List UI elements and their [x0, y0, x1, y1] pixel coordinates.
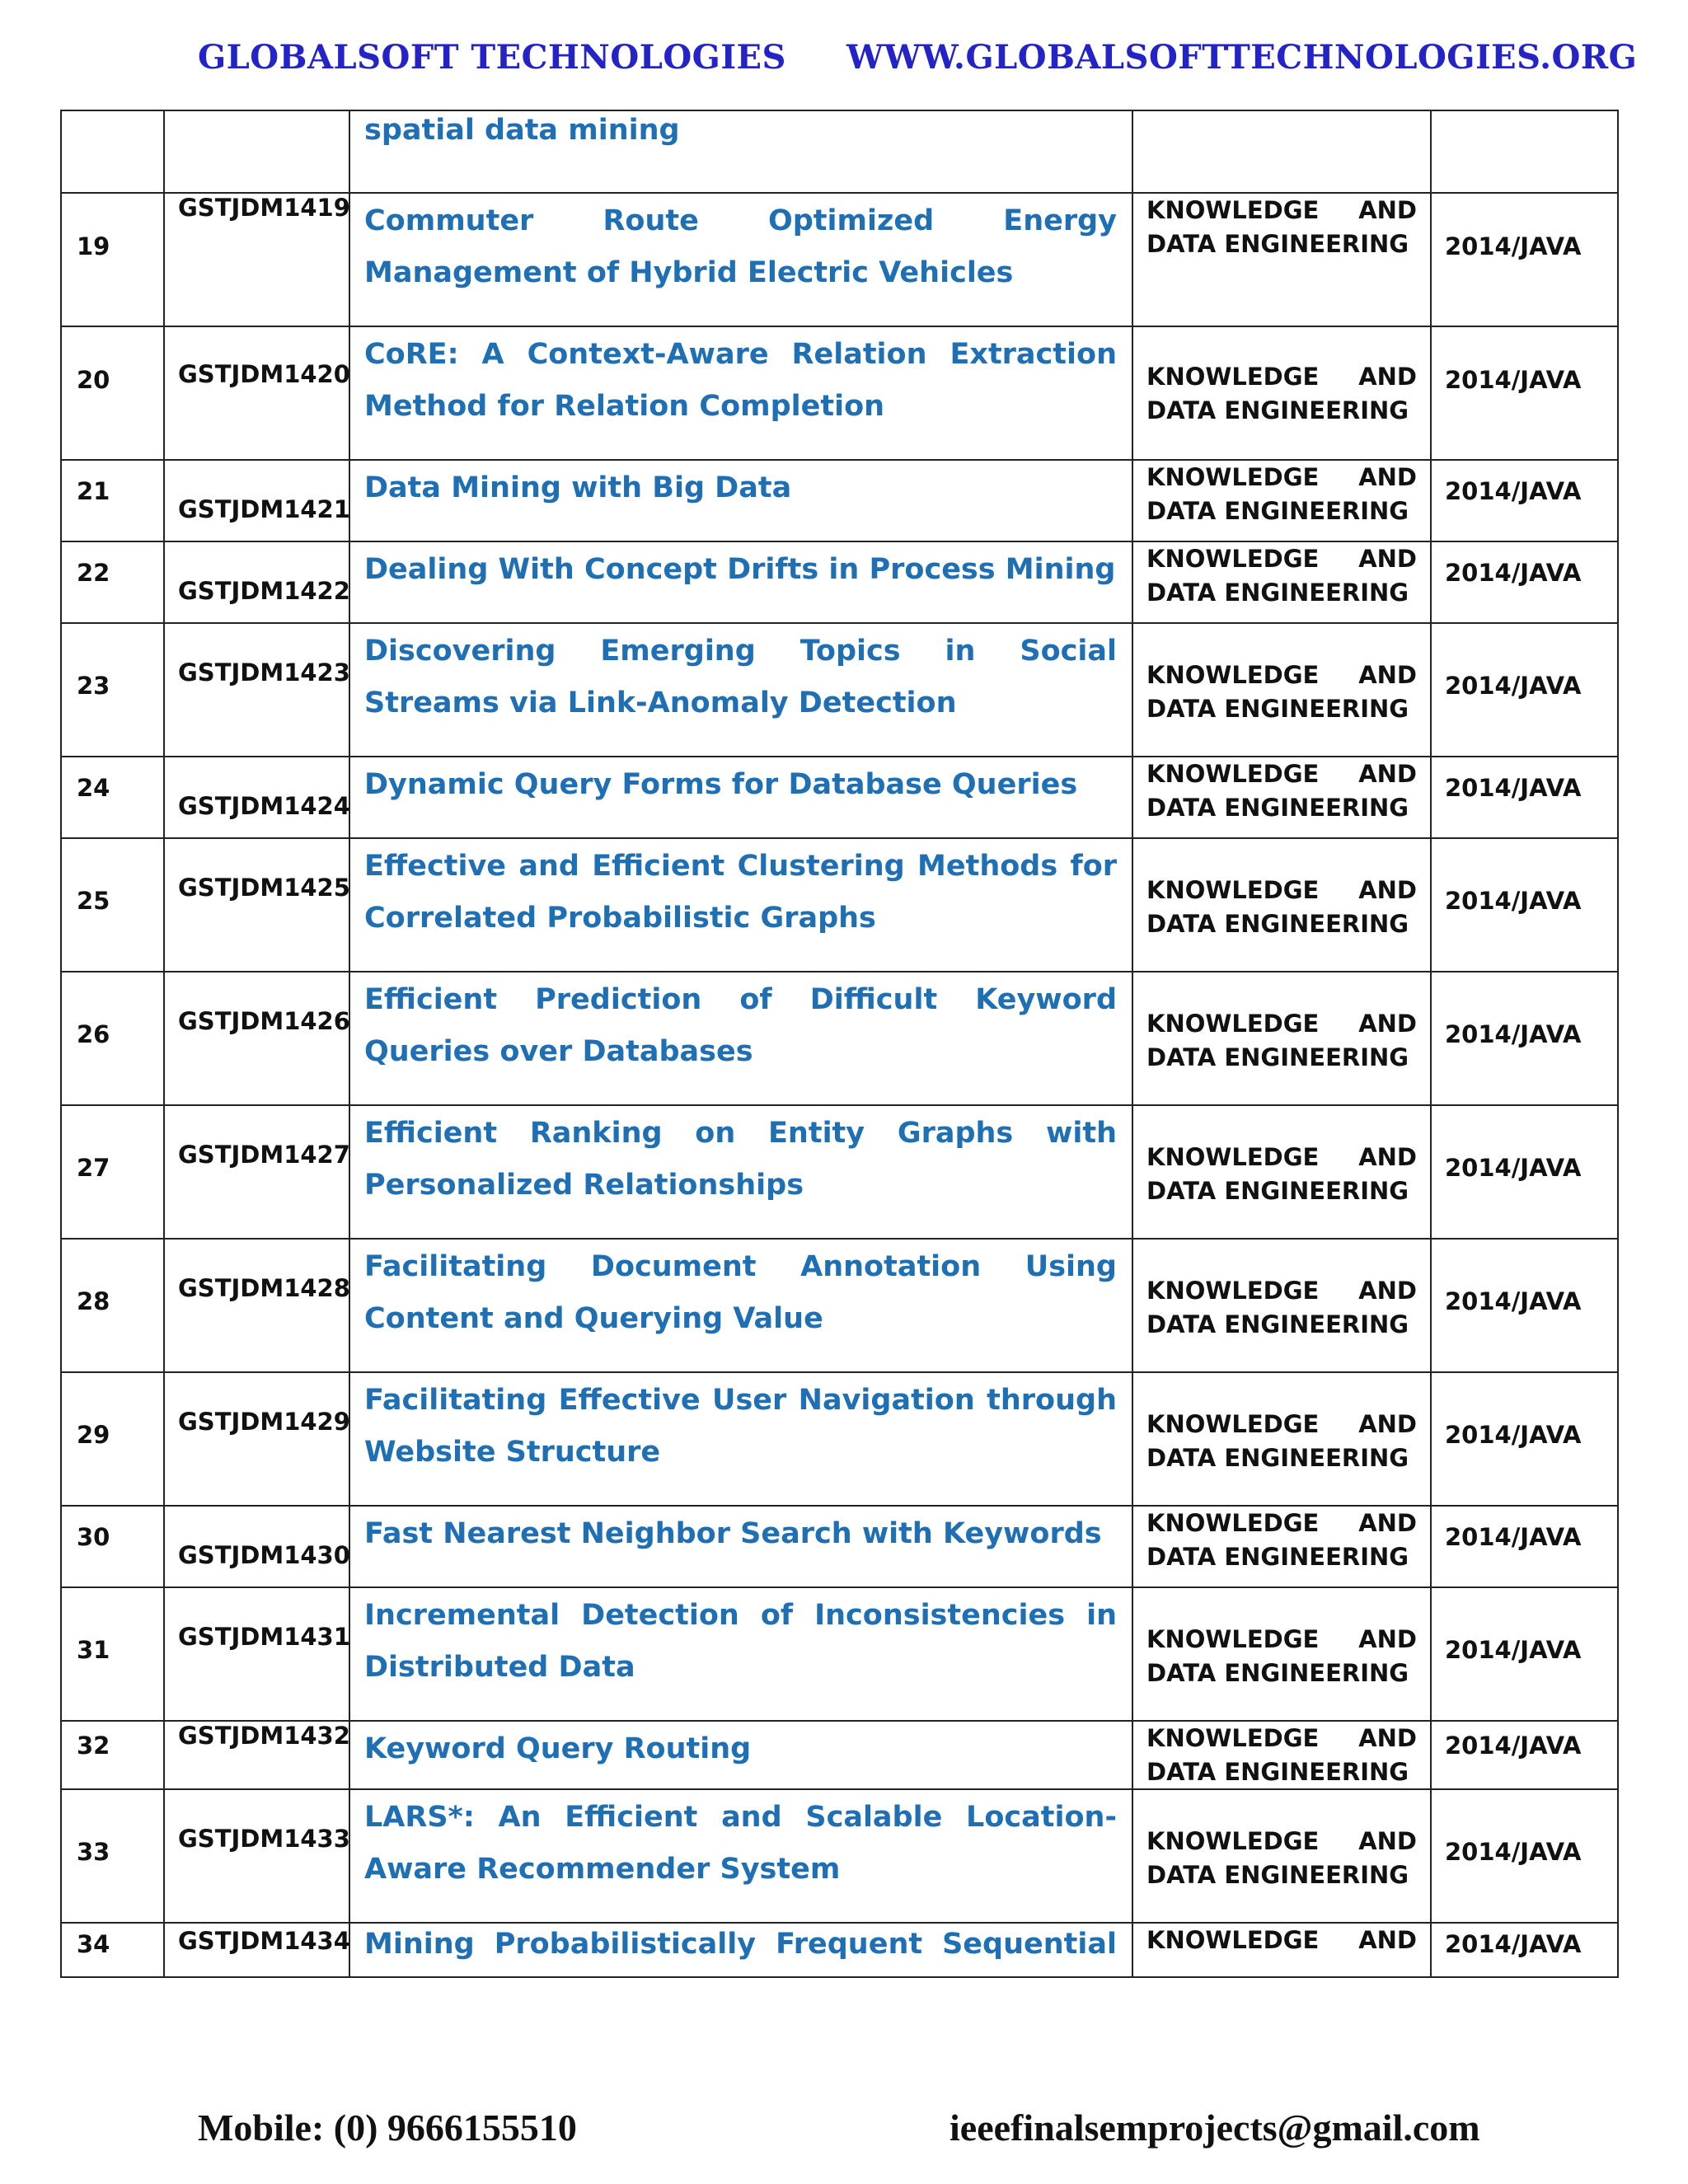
sno-cell [61, 757, 164, 838]
domain-cell [1132, 193, 1431, 326]
project-code: GSTJDM1420 [178, 360, 350, 388]
table-row [61, 1239, 1618, 1372]
title-cell [349, 460, 1132, 541]
domain-label: KNOWLEDGE AND DATA ENGINEERING [1146, 545, 1417, 607]
domain-cell [1132, 1789, 1431, 1923]
title-cell [349, 1923, 1132, 1977]
year-cell [1431, 972, 1618, 1105]
year-tech: 2014/JAVA [1445, 366, 1582, 394]
table-row [61, 838, 1618, 972]
table-row [61, 1789, 1618, 1923]
serial-number: 25 [77, 887, 110, 915]
domain-cell [1132, 1372, 1431, 1506]
domain-cell [1132, 1721, 1431, 1789]
year-cell [1431, 1721, 1618, 1789]
code-cell [164, 972, 349, 1105]
title-cell [349, 1105, 1132, 1239]
table-row [61, 1372, 1618, 1506]
project-title[interactable]: spatial data mining [364, 114, 680, 147]
projects-table [60, 110, 1619, 1978]
sno-cell [61, 838, 164, 972]
domain-cell [1132, 541, 1431, 623]
domain-label: KNOWLEDGE AND DATA ENGINEERING [1146, 1410, 1417, 1472]
table-row [61, 972, 1618, 1105]
mobile-number: Mobile: (0) 9666155510 [198, 2107, 577, 2149]
year-cell [1431, 757, 1618, 838]
title-cell [349, 972, 1132, 1105]
domain-label: KNOWLEDGE AND DATA ENGINEERING [1146, 363, 1417, 424]
year-cell [1431, 623, 1618, 757]
sno-cell [61, 1506, 164, 1587]
code-cell [164, 193, 349, 326]
domain-label: KNOWLEDGE AND DATA ENGINEERING [1146, 1277, 1417, 1338]
project-title[interactable]: Effective and Efficient Clustering Methods for Correlated Probabilistic Graphs [364, 850, 1117, 935]
project-code: GSTJDM1428 [178, 1274, 350, 1302]
serial-number: 22 [77, 559, 110, 587]
title-cell [349, 623, 1132, 757]
project-title[interactable]: Discovering Emerging Topics in Social Streams via Link-Anomaly Detection [364, 635, 1117, 719]
domain-cell [1132, 838, 1431, 972]
project-code: GSTJDM1432 [178, 1722, 350, 1750]
table-row [61, 1923, 1618, 1977]
title-cell [349, 1506, 1132, 1587]
domain-cell [1132, 1105, 1431, 1239]
domain-label: KNOWLEDGE AND DATA ENGINEERING [1146, 1724, 1417, 1786]
code-cell [164, 326, 349, 460]
code-cell [164, 541, 349, 623]
project-code: GSTJDM1427 [178, 1141, 350, 1169]
code-cell [164, 460, 349, 541]
sno-cell [61, 1923, 164, 1977]
title-cell [349, 193, 1132, 326]
code-cell [164, 1105, 349, 1239]
year-tech: 2014/JAVA [1445, 559, 1582, 587]
domain-label: KNOWLEDGE AND DATA ENGINEERING [1146, 196, 1417, 258]
domain-label: KNOWLEDGE AND DATA ENGINEERING [1146, 1827, 1417, 1889]
project-code: GSTJDM1434 [178, 1927, 350, 1955]
code-cell [164, 838, 349, 972]
domain-cell [1132, 1239, 1431, 1372]
year-tech: 2014/JAVA [1445, 887, 1582, 915]
title-cell [349, 1721, 1132, 1789]
year-tech: 2014/JAVA [1445, 1421, 1582, 1449]
project-title[interactable]: Fast Nearest Neighbor Search with Keywords [364, 1517, 1102, 1550]
project-title[interactable]: Keyword Query Routing [364, 1732, 752, 1765]
year-cell [1431, 1587, 1618, 1721]
domain-cell [1132, 326, 1431, 460]
title-cell [349, 1239, 1132, 1372]
table-row [61, 1105, 1618, 1239]
code-cell [164, 1372, 349, 1506]
project-title[interactable]: Data Mining with Big Data [364, 471, 792, 504]
domain-label: KNOWLEDGE AND DATA ENGINEERING [1146, 463, 1417, 525]
title-cell [349, 1789, 1132, 1923]
domain-cell [1132, 110, 1431, 193]
year-cell [1431, 838, 1618, 972]
sno-cell [61, 193, 164, 326]
serial-number: 31 [77, 1636, 110, 1664]
year-cell [1431, 193, 1618, 326]
code-cell [164, 1923, 349, 1977]
serial-number: 29 [77, 1421, 110, 1449]
table-row [61, 1721, 1618, 1789]
serial-number: 34 [77, 1930, 110, 1958]
project-code: GSTJDM1422 [178, 577, 350, 605]
title-cell [349, 326, 1132, 460]
year-cell [1431, 460, 1618, 541]
sno-cell [61, 972, 164, 1105]
table-row [61, 623, 1618, 757]
company-name: GLOBALSOFT TECHNOLOGIES [198, 38, 786, 77]
year-tech: 2014/JAVA [1445, 672, 1582, 700]
serial-number: 27 [77, 1154, 110, 1182]
sno-cell [61, 1372, 164, 1506]
project-title[interactable]: Mining Probabilistically Frequent Sequential [364, 1928, 1117, 1961]
code-cell [164, 1506, 349, 1587]
domain-label: KNOWLEDGE AND DATA ENGINEERING [1146, 1509, 1417, 1571]
serial-number: 21 [77, 477, 110, 505]
year-tech: 2014/JAVA [1445, 1020, 1582, 1048]
domain-cell [1132, 1923, 1431, 1977]
project-code: GSTJDM1425 [178, 874, 350, 902]
project-code: GSTJDM1426 [178, 1007, 350, 1035]
title-cell [349, 1587, 1132, 1721]
project-title[interactable]: Efficient Ranking on Entity Graphs with Personalized Relationships [364, 1117, 1117, 1202]
year-cell [1431, 541, 1618, 623]
serial-number: 23 [77, 672, 110, 700]
sno-cell [61, 1587, 164, 1721]
project-code: GSTJDM1421 [178, 495, 350, 523]
year-tech: 2014/JAVA [1445, 1930, 1582, 1958]
website-url[interactable]: WWW.GLOBALSOFTTECHNOLOGIES.ORG [846, 38, 1638, 77]
page-header [0, 33, 1688, 82]
year-cell [1431, 1372, 1618, 1506]
title-cell [349, 838, 1132, 972]
project-code: GSTJDM1419 [178, 194, 350, 222]
title-cell [349, 1372, 1132, 1506]
serial-number: 19 [77, 232, 110, 260]
year-cell [1431, 110, 1618, 193]
project-title[interactable]: CoRE: A Context-Aware Relation Extraction Method for Relation Completion [364, 338, 1117, 423]
year-cell [1431, 1239, 1618, 1372]
code-cell [164, 1587, 349, 1721]
sno-cell [61, 541, 164, 623]
table-row [61, 110, 1618, 193]
year-tech: 2014/JAVA [1445, 1636, 1582, 1664]
year-cell [1431, 1923, 1618, 1977]
year-tech: 2014/JAVA [1445, 232, 1582, 260]
serial-number: 26 [77, 1020, 110, 1048]
domain-cell [1132, 1506, 1431, 1587]
table-row [61, 1506, 1618, 1587]
domain-cell [1132, 623, 1431, 757]
year-tech: 2014/JAVA [1445, 1838, 1582, 1866]
code-cell [164, 1721, 349, 1789]
year-cell [1431, 1105, 1618, 1239]
sno-cell [61, 1721, 164, 1789]
sno-cell [61, 460, 164, 541]
code-cell [164, 1239, 349, 1372]
table-row [61, 757, 1618, 838]
code-cell [164, 110, 349, 193]
year-tech: 2014/JAVA [1445, 1732, 1582, 1760]
code-cell [164, 623, 349, 757]
project-title[interactable]: Facilitating Effective User Navigation through Website Structure [364, 1384, 1117, 1469]
year-cell [1431, 1789, 1618, 1923]
domain-label: KNOWLEDGE AND DATA ENGINEERING [1146, 760, 1417, 822]
project-title[interactable]: Dealing With Concept Drifts in Process Mining [364, 553, 1116, 586]
code-cell [164, 757, 349, 838]
serial-number: 20 [77, 366, 110, 394]
serial-number: 28 [77, 1287, 110, 1315]
table-row [61, 326, 1618, 460]
project-code: GSTJDM1430 [178, 1541, 350, 1569]
project-title[interactable]: Facilitating Document Annotation Using Content and Querying Value [364, 1250, 1117, 1335]
table-row [61, 193, 1618, 326]
sno-cell [61, 1789, 164, 1923]
project-title[interactable]: Dynamic Query Forms for Database Queries [364, 768, 1078, 801]
year-tech: 2014/JAVA [1445, 1154, 1582, 1182]
domain-label: KNOWLEDGE AND DATA ENGINEERING [1146, 1625, 1417, 1687]
project-title[interactable]: Commuter Route Optimized Energy Management of Hybrid Electric Vehicles [364, 204, 1117, 289]
domain-cell [1132, 1587, 1431, 1721]
title-cell [349, 757, 1132, 838]
year-tech: 2014/JAVA [1445, 1523, 1582, 1551]
sno-cell [61, 1105, 164, 1239]
year-tech: 2014/JAVA [1445, 477, 1582, 505]
year-tech: 2014/JAVA [1445, 774, 1582, 802]
table-row [61, 460, 1618, 541]
project-title[interactable]: Efficient Prediction of Difficult Keyword Queries over Databases [364, 983, 1117, 1068]
project-code: GSTJDM1433 [178, 1825, 350, 1853]
project-code: GSTJDM1431 [178, 1623, 350, 1651]
project-code: GSTJDM1424 [178, 792, 350, 820]
sno-cell [61, 1239, 164, 1372]
project-code: GSTJDM1423 [178, 658, 350, 687]
domain-cell [1132, 972, 1431, 1105]
sno-cell [61, 623, 164, 757]
code-cell [164, 1789, 349, 1923]
serial-number: 32 [77, 1732, 110, 1760]
domain-label: KNOWLEDGE AND [1146, 1926, 1417, 1954]
year-cell [1431, 326, 1618, 460]
title-cell [349, 110, 1132, 193]
sno-cell [61, 326, 164, 460]
domain-label: KNOWLEDGE AND DATA ENGINEERING [1146, 1010, 1417, 1071]
table-row [61, 541, 1618, 623]
serial-number: 24 [77, 774, 110, 802]
domain-label: KNOWLEDGE AND DATA ENGINEERING [1146, 661, 1417, 723]
project-title[interactable]: Incremental Detection of Inconsistencies in Distributed Data [364, 1599, 1117, 1684]
domain-cell [1132, 757, 1431, 838]
year-cell [1431, 1506, 1618, 1587]
project-code: GSTJDM1429 [178, 1408, 350, 1436]
domain-cell [1132, 460, 1431, 541]
project-title[interactable]: LARS*: An Efficient and Scalable Location-Aware Recommender System [364, 1801, 1117, 1886]
contact-email[interactable]: ieeefinalsemprojects@gmail.com [950, 2107, 1480, 2149]
title-cell [349, 541, 1132, 623]
table-row [61, 1587, 1618, 1721]
domain-label: KNOWLEDGE AND DATA ENGINEERING [1146, 1143, 1417, 1205]
serial-number: 30 [77, 1523, 110, 1551]
year-tech: 2014/JAVA [1445, 1287, 1582, 1315]
serial-number: 33 [77, 1838, 110, 1866]
sno-cell [61, 110, 164, 193]
domain-label: KNOWLEDGE AND DATA ENGINEERING [1146, 876, 1417, 938]
